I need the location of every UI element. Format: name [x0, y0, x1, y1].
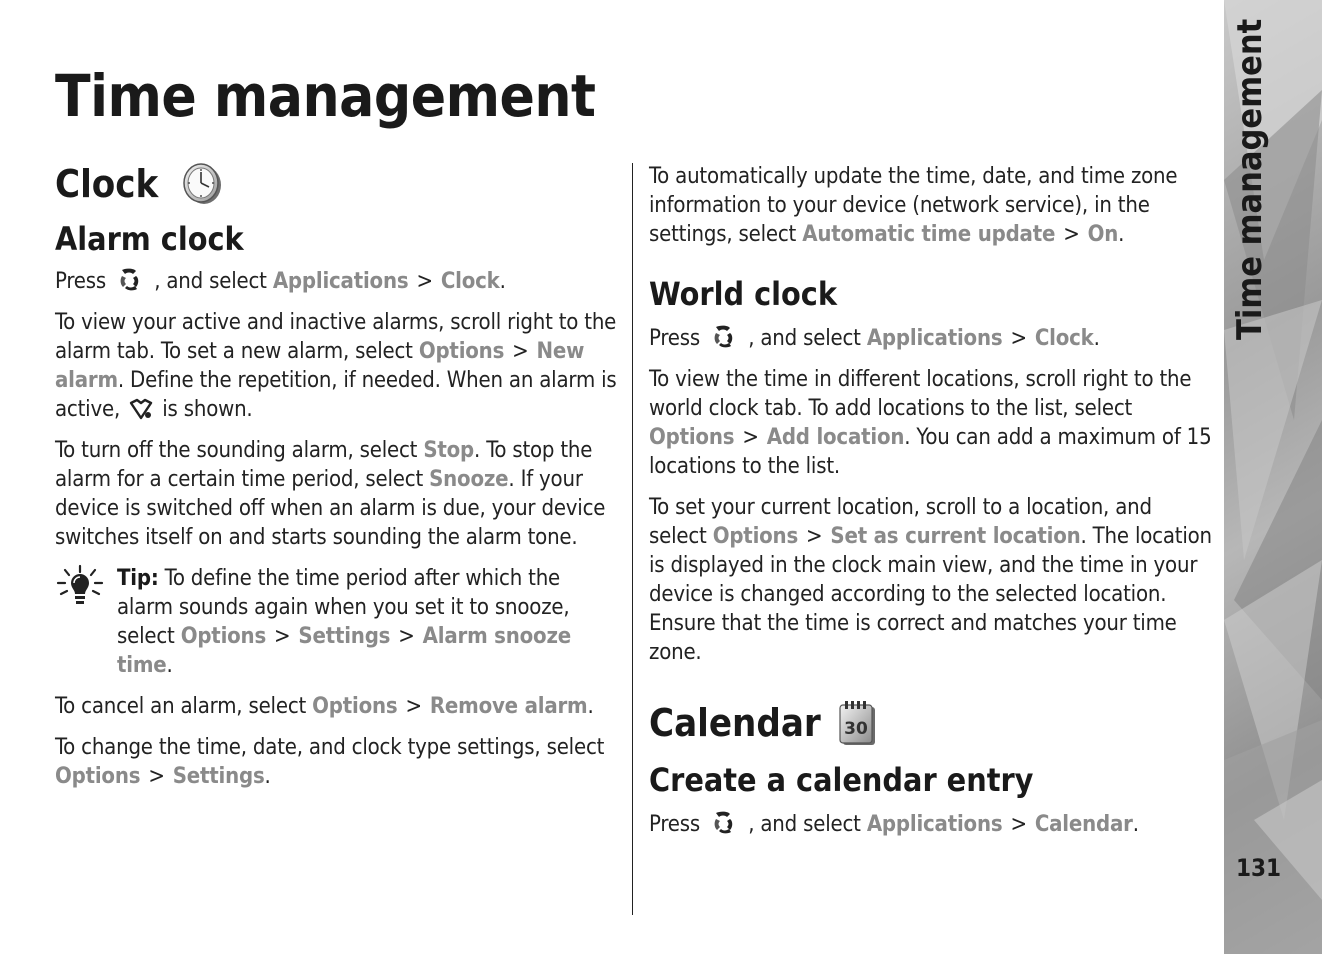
menu-key-icon	[710, 323, 738, 351]
alarm-clock-heading: Alarm clock	[55, 220, 244, 258]
cancel-alarm-paragraph: To cancel an alarm, select Options > Remove alarm.	[55, 694, 594, 719]
world-set-location-paragraph: To set your current location, scroll to a location, and select Options > Set as current location. The location is displayed in the clock main view, and the time in your device is changed according to the selected location. Ensure that the time is correct and matches your time zone.	[649, 495, 1212, 665]
world-view-paragraph: To view the time in different locations, scroll right to the world clock tab. To add locations to the list, select Options > Add location. You can add a maximum of 15 locations to the list.	[649, 367, 1212, 479]
sidebar-title: Time management	[1230, 18, 1270, 340]
calendar-heading: Calendar	[649, 701, 821, 745]
alarm-indicator-icon	[128, 397, 154, 421]
world-press-paragraph: Press , and select Applications > Clock.	[649, 323, 1214, 353]
clock-heading: Clock	[55, 162, 159, 206]
create-entry-heading: Create a calendar entry	[649, 761, 1034, 799]
tip-label: Tip:	[117, 566, 159, 591]
alarm-view-paragraph: To view your active and inactive alarms, scroll right to the alarm tab. To set a new alarm, select Options > New alarm. Define the repetition, if needed. When an alarm is active, is shown.	[55, 310, 617, 422]
menu-key-icon	[710, 809, 738, 837]
column-divider	[632, 163, 633, 915]
page-title: Time management	[55, 62, 596, 130]
clock-section	[55, 160, 620, 208]
calendar-icon-day: 30	[843, 719, 868, 739]
right-column	[649, 162, 1214, 851]
clock-app-icon	[180, 160, 224, 208]
tip-text: Tip: To define the time period after which the alarm sounds again when you set it to snooze, select Options > Settings > Alarm snooze time.	[117, 566, 572, 678]
calendar-app-icon	[837, 699, 879, 747]
alarm-stop-paragraph: To turn off the sounding alarm, select Stop. To stop the alarm for a certain time period, select Snooze. If your device is switched off when an alarm is due, your device switches itself on and starts sounding the alarm tone.	[55, 438, 606, 550]
auto-update-paragraph: To automatically update the time, date, and time zone information to your device (network service), in the settings, select Automatic time update > On.	[649, 164, 1178, 247]
clock-link: Clock	[440, 269, 500, 294]
left-column	[55, 160, 620, 803]
lightbulb-icon	[55, 564, 105, 610]
change-settings-paragraph: To change the time, date, and clock type settings, select Options > Settings.	[55, 735, 605, 789]
calendar-press-paragraph: Press , and select Applications > Calendar.	[649, 809, 1214, 839]
menu-key-icon	[116, 266, 144, 294]
calendar-section	[649, 697, 1214, 749]
world-clock-heading: World clock	[649, 275, 837, 313]
tip-block	[55, 564, 620, 680]
page-number: 131	[1236, 854, 1282, 882]
alarm-press-paragraph: Press , and select Applications > Clock.	[55, 266, 620, 296]
applications-link: Applications	[272, 269, 409, 294]
press-text: Press	[55, 269, 107, 294]
